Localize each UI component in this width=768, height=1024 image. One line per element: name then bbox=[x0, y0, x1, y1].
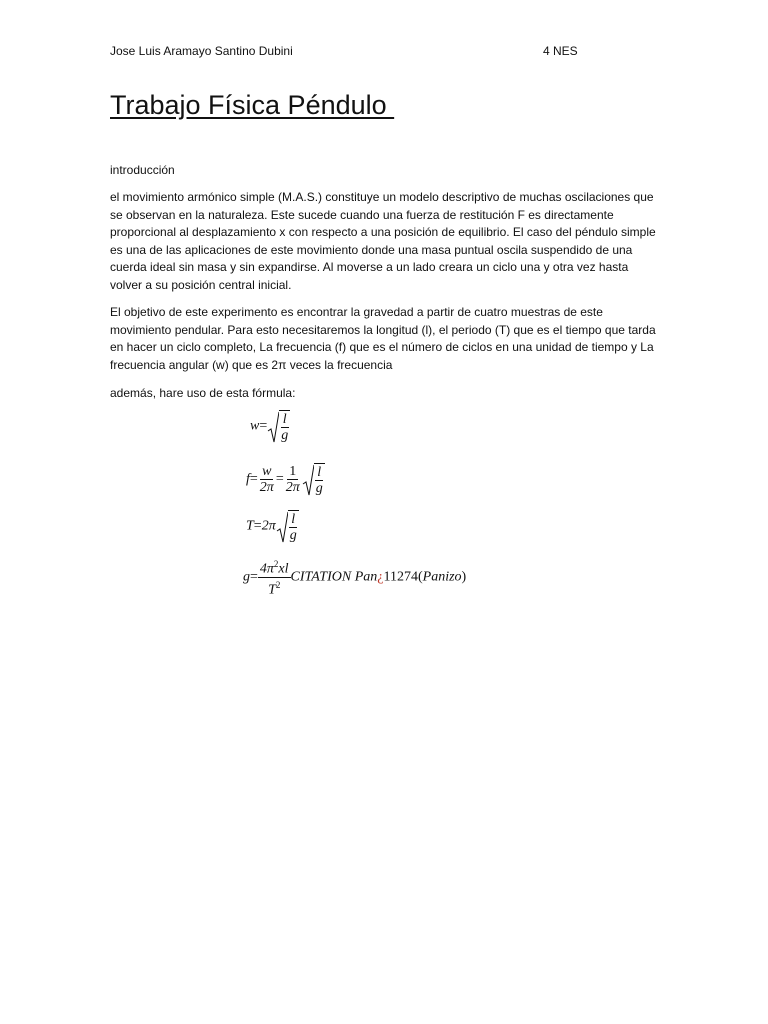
paragraph-objective: El objetivo de este experimento es encontrar la gravedad a partir de cuatro muestras de este movimiento pendular. Para esto necesitaremos la longitud (l), el periodo (T) que es el tiempo que tarda en hacer un ciclo completo, La frecuencia (f) que es el número de ciclos en una unidad de tiempo y La frecuencia angular (w) que es 2π veces la frecuencia bbox=[110, 305, 656, 372]
citation-field: CITATION Pan¿11274(Panizo) bbox=[290, 569, 467, 585]
document-title: Trabajo Física Péndulo bbox=[110, 90, 395, 120]
intro-heading: introducción bbox=[110, 163, 175, 177]
formula-angular-frequency: w= $\frac{l}{g}$ bbox=[250, 412, 289, 443]
formula-period: T=2π $\frac{l}{g}$ bbox=[246, 512, 297, 543]
sqrt-symbol: $\frac{l}{g}$ bbox=[276, 510, 299, 543]
radical-icon bbox=[267, 411, 279, 443]
formula-gravity: g= $\frac{4\pi^2xl}{T^2}$ CITATION Pan¿11274(Panizo) bbox=[243, 559, 467, 598]
radical-icon bbox=[302, 464, 314, 496]
paragraph-formula-intro: además, hare uso de esta fórmula: bbox=[110, 386, 296, 400]
sqrt-symbol: $\frac{l}{g}$ bbox=[267, 410, 290, 443]
course-label: 4 NES bbox=[543, 44, 578, 58]
formula-frequency: f= $\frac{w}{2\pi}$ = $\frac{1}{2\pi}$ $\frac{l}{g}$ bbox=[246, 464, 323, 496]
sqrt-symbol: $\frac{l}{g}$ bbox=[302, 463, 325, 496]
paragraph-mas: el movimiento armónico simple (M.A.S.) constituye un modelo descriptivo de muchas oscilaciones que se observan en la naturaleza. Este sucede cuando una fuerza de restitución F es directamente proporcional al desplazamiento x con respecto a una posición de equilibrio. El caso del péndulo simple es una de las aplicaciones de este movimiento donde una masa puntual oscila suspendido de una cuerda ideal sin masa y sin expandirse. Al moverse a un lado creara un ciclo una y otra vez hasta volver a su posición central inicial. bbox=[110, 190, 656, 292]
radical-icon bbox=[276, 511, 288, 543]
author-name: Jose Luis Aramayo Santino Dubini bbox=[110, 44, 293, 58]
